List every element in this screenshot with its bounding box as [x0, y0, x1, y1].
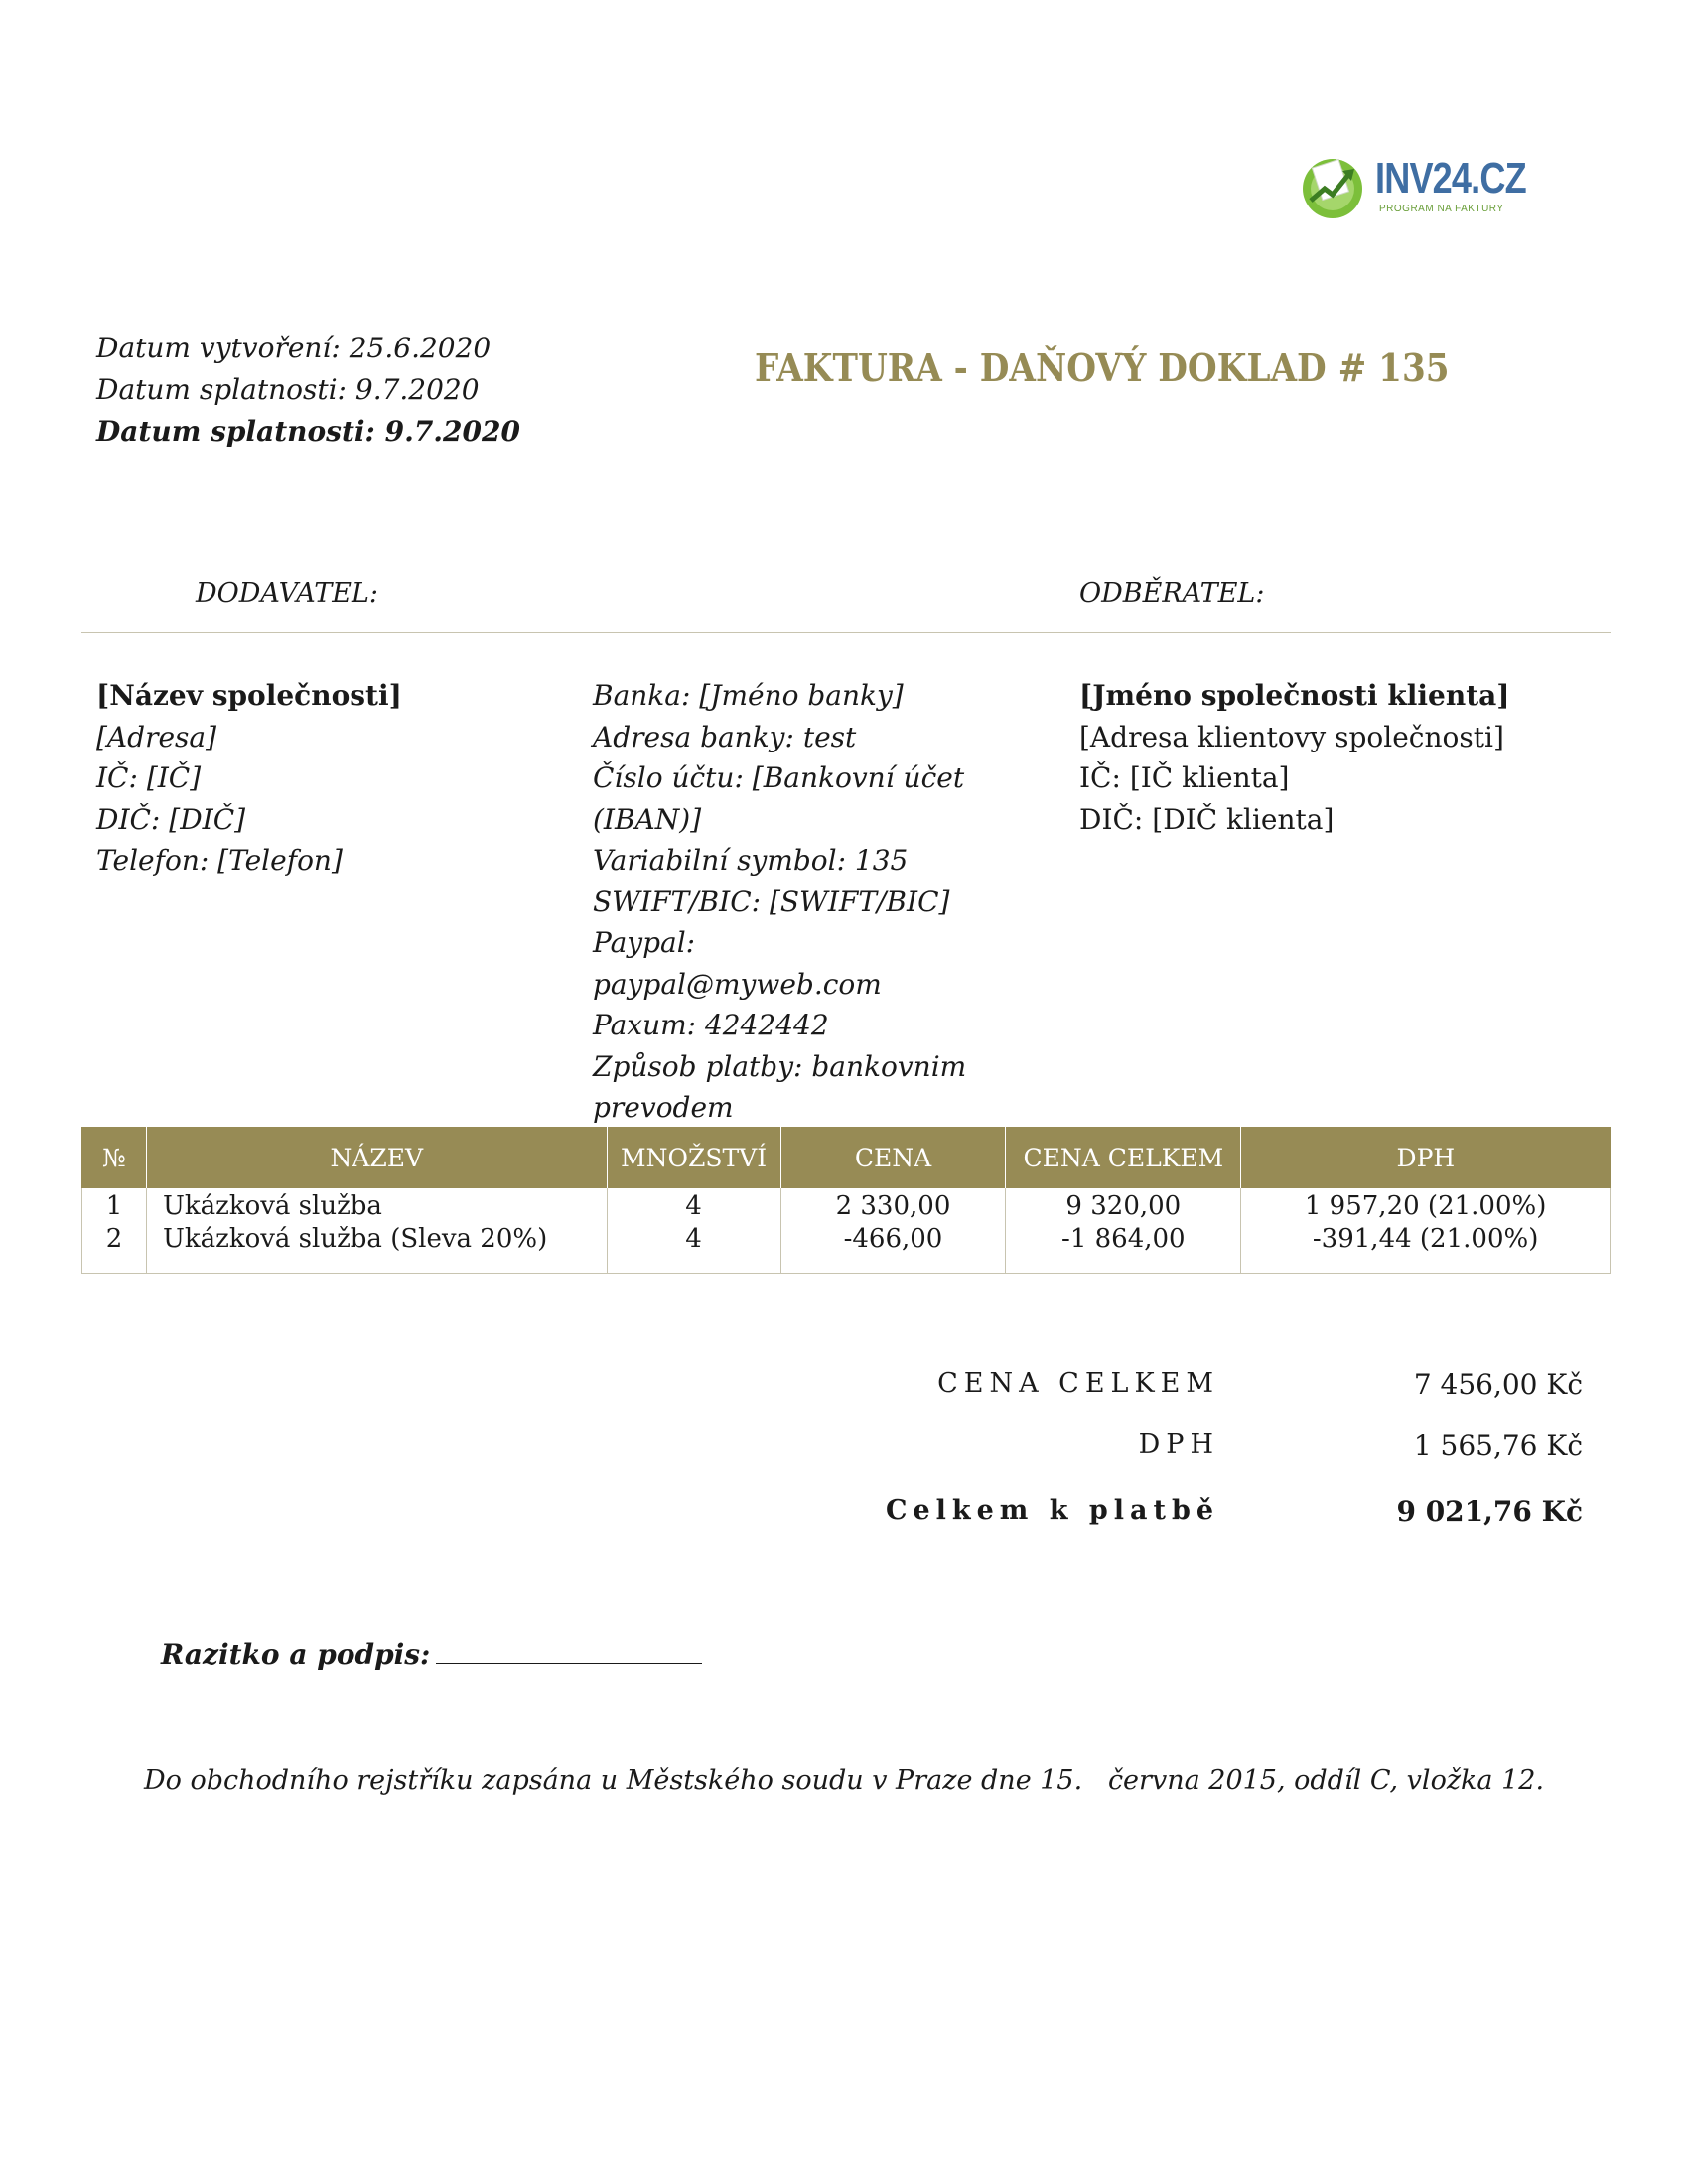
cell-vat: 1 957,20 (21.00%) [1241, 1188, 1611, 1223]
bank-name: Banka: [Jméno banky] [593, 679, 904, 712]
supplier-phone: Telefon: [Telefon] [96, 844, 343, 877]
supplier-address: [Adresa] [96, 720, 217, 753]
client-name: [Jméno společnosti klienta] [1079, 679, 1510, 712]
bank-address: Adresa banky: test [593, 720, 857, 753]
divider [81, 632, 1611, 633]
header-quantity: MNOŽSTVÍ [607, 1127, 780, 1188]
supplier-details [96, 675, 563, 882]
logo-name: INV24.CZ [1375, 154, 1526, 203]
vat-label: DPH [1138, 1430, 1219, 1460]
cell-name: Ukázková služba [146, 1188, 607, 1223]
table-header-row [82, 1127, 1611, 1188]
items-table [81, 1127, 1611, 1274]
client-details [1079, 675, 1596, 840]
swift-bic: SWIFT/BIC: [SWIFT/BIC] [593, 885, 950, 918]
subtotal-label: CENA CELKEM [937, 1368, 1219, 1399]
bank-account-line2: (IBAN)] [593, 802, 702, 836]
bank-account-line1: Číslo účtu: [Bankovní účet [593, 761, 965, 794]
total-value: 9 021,76 Kč [1396, 1495, 1583, 1528]
signature-line [436, 1639, 702, 1664]
client-address: [Adresa klientovy společnosti] [1079, 720, 1504, 753]
client-dic: DIČ: [DIČ klienta] [1079, 802, 1335, 836]
table-row [82, 1223, 1611, 1274]
total-label: Celkem k platbě [885, 1495, 1219, 1526]
header-total: CENA CELKEM [1006, 1127, 1241, 1188]
customer-label: ODBĚRATEL: [1079, 578, 1265, 609]
date-created: Datum vytvoření: 25.6.2020 [96, 332, 492, 364]
supplier-label: DODAVATEL: [196, 578, 379, 609]
header-name: NÁZEV [146, 1127, 607, 1188]
cell-quantity: 4 [607, 1223, 780, 1274]
logo-icon [1299, 149, 1378, 228]
registry-note: Do obchodního rejstříku zapsána u Městského soudu v Praze dne 15. června 2015, oddíl C, vložka 12. [143, 1765, 1545, 1796]
payment-method-line2: prevodem [593, 1091, 734, 1124]
supplier-name: [Název společnosti] [96, 679, 402, 712]
paxum: Paxum: 4242442 [593, 1009, 829, 1041]
table-row [82, 1188, 1611, 1223]
cell-name: Ukázková služba (Sleva 20%) [146, 1223, 607, 1274]
header-vat: DPH [1241, 1127, 1611, 1188]
subtotal-value: 7 456,00 Kč [1413, 1368, 1583, 1401]
client-ic: IČ: [IČ klienta] [1079, 761, 1290, 794]
signature-label: Razitko a podpis: [161, 1638, 431, 1671]
cell-quantity: 4 [607, 1188, 780, 1223]
invoice-title: FAKTURA - DAŇOVÝ DOKLAD # 135 [755, 345, 1450, 390]
vat-value: 1 565,76 Kč [1413, 1430, 1583, 1462]
bank-details [593, 675, 990, 1129]
date-due: Datum splatnosti: 9.7.2020 [96, 373, 480, 406]
cell-vat: -391,44 (21.00%) [1241, 1223, 1611, 1274]
header-number: № [82, 1127, 147, 1188]
cell-total: 9 320,00 [1006, 1188, 1241, 1223]
date-due-bold: Datum splatnosti: 9.7.2020 [96, 415, 520, 448]
paypal: Paypal: paypal@myweb.com [593, 926, 882, 1001]
cell-number: 1 [82, 1188, 147, 1223]
logo-tagline: PROGRAM NA FAKTURY [1379, 204, 1504, 214]
payment-method-line1: Způsob platby: bankovnim [593, 1049, 967, 1083]
cell-price: -466,00 [780, 1223, 1006, 1274]
cell-number: 2 [82, 1223, 147, 1274]
cell-price: 2 330,00 [780, 1188, 1006, 1223]
header-price: CENA [780, 1127, 1006, 1188]
invoice-dates [96, 328, 520, 453]
cell-total: -1 864,00 [1006, 1223, 1241, 1274]
supplier-ic: IČ: [IČ] [96, 761, 202, 794]
variable-symbol: Variabilní symbol: 135 [593, 844, 909, 877]
supplier-dic: DIČ: [DIČ] [96, 802, 246, 836]
signature-field [161, 1638, 702, 1671]
